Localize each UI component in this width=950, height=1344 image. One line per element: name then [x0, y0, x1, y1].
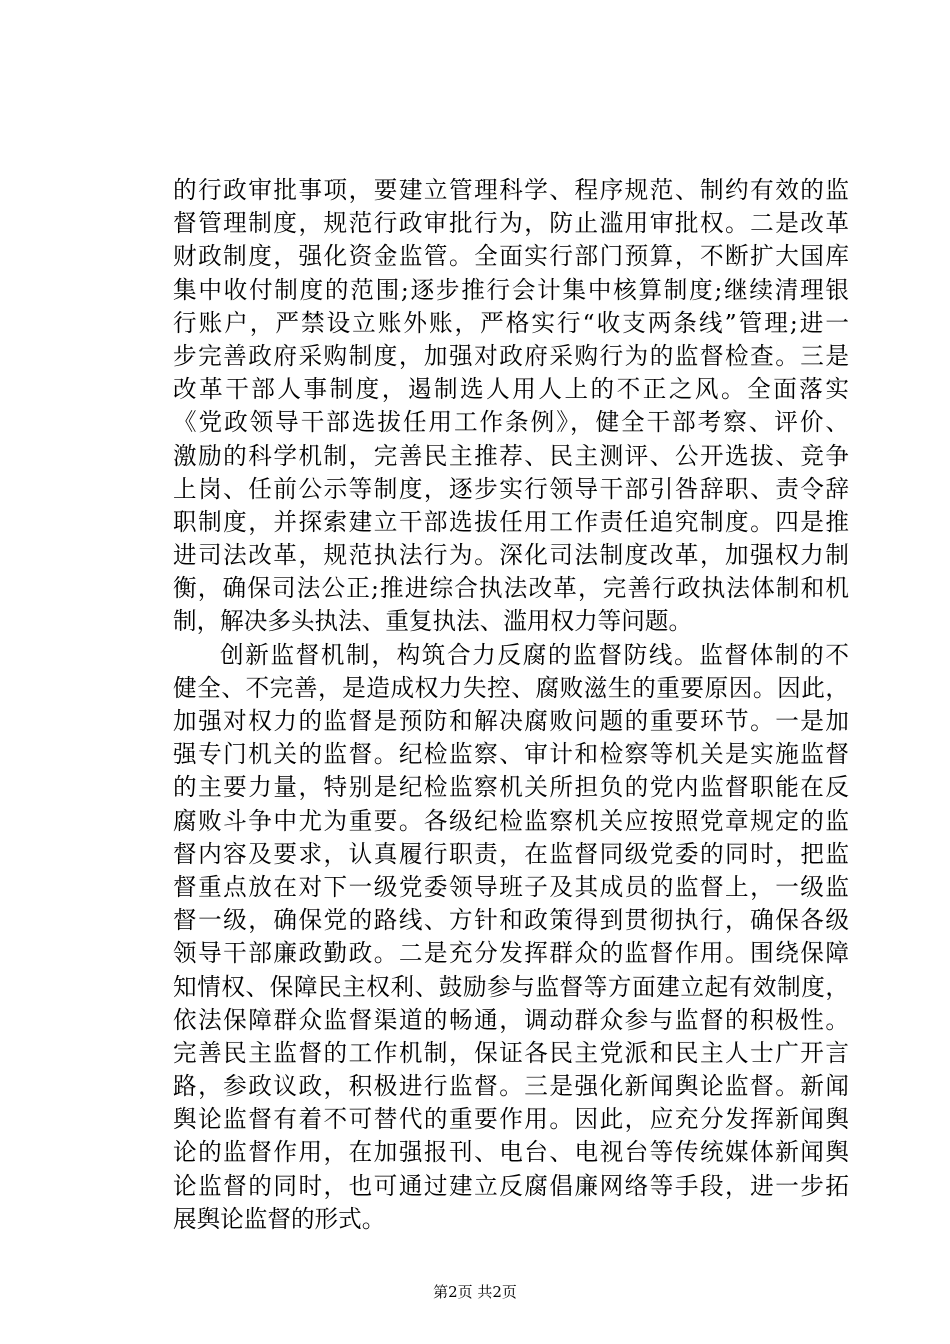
text-line: 督内容及要求，认真履行职责，在监督同级党委的同时，把监: [173, 839, 849, 868]
text-line: 健全、不完善，是造成权力失控、腐败滋生的重要原因。因此，: [173, 673, 849, 702]
text-line: 的主要力量，特别是纪检监察机关所担负的党内监督职能在反: [173, 773, 849, 802]
text-line: 职制度，并探索建立干部选拔任用工作责任追究制度。四是推: [173, 507, 849, 536]
text-line: 依法保障群众监督渠道的畅通，调动群众参与监督的积极性。: [173, 1005, 849, 1034]
text-line: 上岗、任前公示等制度，逐步实行领导干部引咎辞职、责令辞: [173, 474, 849, 503]
text-line: 路，参政议政，积极进行监督。三是强化新闻舆论监督。新闻: [173, 1072, 849, 1101]
text-line: 强专门机关的监督。纪检监察、审计和检察等机关是实施监督: [173, 740, 849, 769]
page-footer: 第2页 共2页: [433, 1283, 517, 1301]
text-line: 督重点放在对下一级党委领导班子及其成员的监督上，一级监: [173, 872, 849, 901]
text-line: 步完善政府采购制度，加强对政府采购行为的监督检查。三是: [173, 341, 849, 370]
text-line: 腐败斗争中尤为重要。各级纪检监察机关应按照党章规定的监: [173, 806, 849, 835]
paragraph-start-line: 创新监督机制，构筑合力反腐的监督防线。监督体制的不: [220, 640, 849, 669]
text-line: 的行政审批事项，要建立管理科学、程序规范、制约有效的监: [173, 176, 849, 204]
text-line: 舆论监督有着不可替代的重要作用。因此，应充分发挥新闻舆: [173, 1105, 849, 1134]
text-line: 财政制度，强化资金监管。全面实行部门预算，不断扩大国库: [173, 242, 849, 271]
text-line: 论监督的同时，也可通过建立反腐倡廉网络等手段，进一步拓: [173, 1171, 849, 1200]
text-line: 《党政领导干部选拔任用工作条例》，健全干部考察、评价、: [173, 408, 849, 437]
text-line: 进司法改革，规范执法行为。深化司法制度改革，加强权力制: [173, 541, 849, 570]
text-line: 督一级，确保党的路线、方针和政策得到贯彻执行，确保各级: [173, 906, 849, 935]
text-line: 制，解决多头执法、重复执法、滥用权力等问题。: [173, 607, 693, 636]
text-line: 领导干部廉政勤政。二是充分发挥群众的监督作用。围绕保障: [173, 939, 849, 968]
text-line: 加强对权力的监督是预防和解决腐败问题的重要环节。一是加: [173, 707, 849, 735]
text-line: 知情权、保障民主权利、鼓励参与监督等方面建立起有效制度，: [173, 972, 849, 1001]
text-line: 展舆论监督的形式。: [173, 1204, 386, 1233]
text-line: 论的监督作用，在加强报刊、电台、电视台等传统媒体新闻舆: [173, 1138, 849, 1167]
text-line: 完善民主监督的工作机制，保证各民主党派和民主人士广开言: [173, 1038, 849, 1067]
body-text: [173, 174, 849, 1236]
text-line: 行账户，严禁设立账外账，严格实行“收支两条线”管理;进一: [173, 308, 849, 337]
text-line: 激励的科学机制，完善民主推荐、民主测评、公开选拔、竞争: [173, 441, 849, 470]
text-line: 衡，确保司法公正;推进综合执法改革，完善行政执法体制和机: [173, 574, 849, 603]
text-line: 督管理制度，规范行政审批行为，防止滥用审批权。二是改革: [173, 209, 849, 238]
text-line: 集中收付制度的范围;逐步推行会计集中核算制度;继续清理银: [173, 275, 849, 304]
text-line: 改革干部人事制度，遏制选人用人上的不正之风。全面落实: [173, 375, 849, 404]
